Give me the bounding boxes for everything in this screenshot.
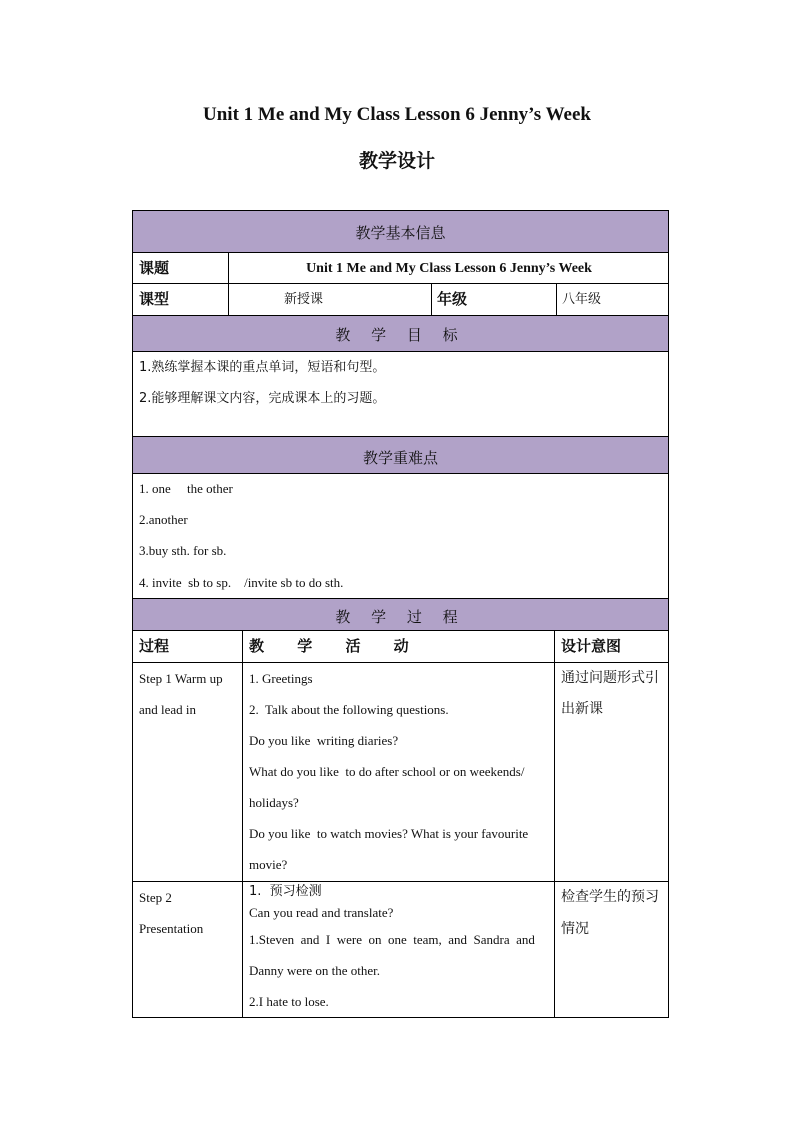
- document-subtitle: 教学设计: [358, 150, 435, 172]
- step-activity-line: What do you like to do after school or on weekends/: [249, 764, 525, 779]
- keypoint-item: 2.another: [139, 512, 188, 527]
- step-process-line: Step 2: [139, 890, 172, 905]
- process-header: 教 学 过 程: [335, 608, 466, 626]
- column-header-intent: 设计意图: [561, 637, 622, 655]
- keypoint-item: 1. one the other: [139, 481, 233, 496]
- document-title: Unit 1 Me and My Class Lesson 6 Jenny’s Week: [203, 104, 591, 125]
- step-activity-line: 1. Greetings: [249, 671, 313, 686]
- grade-label: 年级: [437, 290, 468, 308]
- step-activity-line: Danny were on the other.: [249, 963, 381, 978]
- step-intent-line: 出新课: [561, 701, 603, 717]
- column-header-activity: 教 学 活 动: [249, 637, 423, 655]
- keypoint-item: 3.buy sth. for sb.: [139, 543, 227, 558]
- step-activity-line: Can you read and translate?: [249, 905, 394, 920]
- step-intent-line: 通过问题形式引: [561, 670, 659, 686]
- topic-value: Unit 1 Me and My Class Lesson 6 Jenny’s Week: [306, 261, 592, 276]
- step-activity-line: Do you like writing diaries?: [249, 733, 399, 748]
- step-intent-line: 检查学生的预习: [561, 889, 659, 905]
- step-activity-line: 2. Talk about the following questions.: [249, 702, 449, 717]
- objective-item: 1.熟练掌握本课的重点单词，短语和句型。: [139, 360, 386, 375]
- step-activity-line: 2.I hate to lose.: [249, 994, 329, 1009]
- type-value: 新授课: [284, 292, 324, 307]
- step-activity-line: 1.Steven and I were on one team, and Sandra and: [249, 932, 535, 947]
- step-activity-line: movie?: [249, 857, 288, 872]
- keypoints-header: 教学重难点: [362, 449, 438, 467]
- objectives-header: 教 学 目 标: [335, 326, 466, 344]
- topic-label: 课题: [139, 259, 170, 277]
- step-process-line: Presentation: [139, 921, 204, 936]
- step-process-line: Step 1 Warm up: [139, 671, 223, 686]
- step-process-line: and lead in: [139, 702, 197, 717]
- column-header-process: 过程: [139, 637, 170, 655]
- objective-item: 2.能够理解课文内容，完成课本上的习题。: [139, 391, 386, 406]
- step-activity-line: holidays?: [249, 795, 299, 810]
- keypoint-item: 4. invite sb to sp. /invite sb to do sth.: [139, 575, 344, 590]
- info-header: 教学基本信息: [355, 224, 446, 242]
- grade-value: 八年级: [562, 292, 602, 307]
- step-activity-line: 1. 预习检测: [249, 884, 322, 899]
- step-activity-line: Do you like to watch movies? What is your favourite: [249, 826, 529, 841]
- type-label: 课型: [139, 290, 170, 308]
- step-intent-line: 情况: [561, 921, 589, 937]
